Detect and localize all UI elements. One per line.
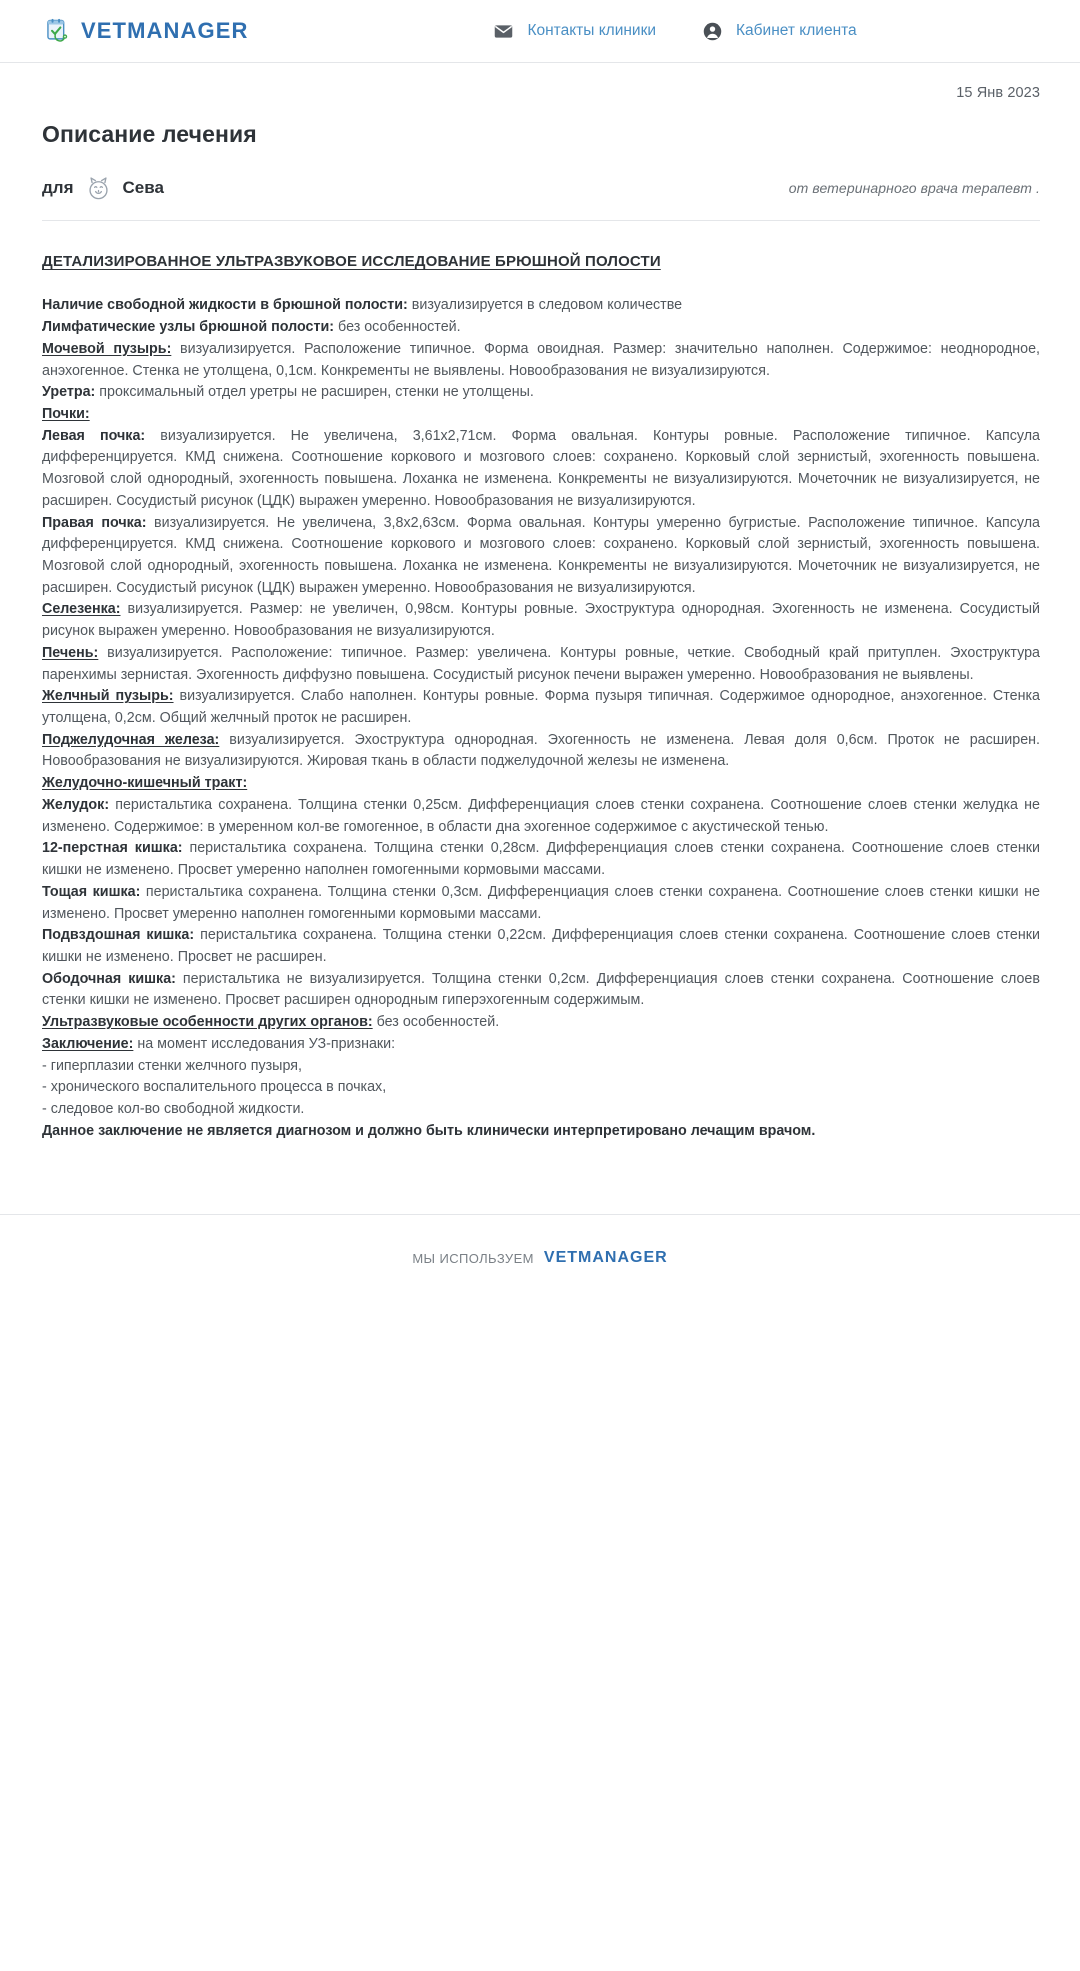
spleen-text: визуализируется. Размер: не увеличен, 0,98см. Контуры ровные. Эхоструктура однородная. Эхогенность не изменена. Сосудистый рисунок выражен умеренно. Новообразования не визуализируются. (42, 601, 1040, 640)
left-kidney-text: визуализируется. Не увеличена, 3,61x2,71см. Форма овальная. Контуры ровные. Расположение типичное. Капсула дифференцируется. КМД снижена. Соотношение коркового и мозгового слоев: сохранено. Корковый слой зернистый, эхогенность повышена. Мозговой слой однородный, эхогенность повышена. Лоханка не изменена. Конкременты не визуализируются. Мочеточник не визуализируется, не расширен. Сосудистый рисунок (ЦДК) выражен умеренно. Новообразования не визуализируются. (42, 427, 1040, 509)
gallbladder-text: визуализируется. Слабо наполнен. Контуры ровные. Форма пузыря типичная. Содержимое однородное, анэхогенное. Стенка утолщена, 0,2см. Общий желчный проток не расширен. (42, 688, 1040, 727)
report-heading: ДЕТАЛИЗИРОВАННОЕ УЛЬТРАЗВУКОВОЕ ИССЛЕДОВАНИЕ БРЮШНОЙ ПОЛОСТИ (42, 252, 661, 270)
free-fluid-text: визуализируется в следовом количестве (407, 297, 683, 314)
bladder-text: визуализируется. Расположение типичное. Форма овоидная. Размер: значительно наполнен. Содержимое: неоднородное, анэхогенное. Стенка не утолщена, 0,1см. Конкременты не выявлены. Новообразования не визуализируются. (42, 340, 1040, 379)
duodenum-text: перистальтика сохранена. Толщина стенки 0,28см. Дифференциация слоев стенки сохранена. Соотношение слоев стенки кишки не изменено. Просвет умеренно наполнен гомогенными кормовыми массами. (42, 840, 1040, 879)
urethra-text: проксимальный отдел уретры не расширен, стенки не утолщены. (95, 384, 534, 401)
page-title: Описание лечения (42, 121, 257, 147)
liver-paragraph (42, 643, 1040, 686)
report-body (42, 221, 1040, 1143)
stomach-paragraph (42, 795, 1040, 838)
doctor-line: от ветеринарного врача терапевт . (788, 180, 1040, 197)
content-bottom-spacer (42, 1142, 1040, 1214)
pancreas-label: Поджелудочная железа: (42, 731, 220, 748)
colon-text: перистальтика не визуализируется. Толщина стенки 0,2см. Дифференциация слоев стенки сохранена. Соотношение слоев стенки кишки не изменено. Просвет расширен однородным гиперэхогенным содержимым. (42, 970, 1040, 1009)
left-kidney-paragraph (42, 426, 1040, 513)
patient-name: Сева (122, 178, 164, 198)
disclaimer-text: Данное заключение не является диагнозом и должно быть клинически интерпретировано лечащим врачом. (42, 1122, 816, 1139)
pancreas-paragraph (42, 730, 1040, 773)
spleen-paragraph (42, 599, 1040, 642)
for-label: для (42, 178, 74, 198)
right-kidney-label: Правая почка: (42, 514, 147, 531)
footer-brand-name[interactable]: VETMANAGER (543, 1249, 668, 1267)
liver-label: Печень: (42, 644, 99, 661)
conclusion-item: - гиперплазии стенки желчного пузыря, (42, 1057, 302, 1074)
clipboard-check-stethoscope-icon (44, 17, 72, 45)
footer-branding (412, 1249, 667, 1267)
user-account-icon (702, 21, 723, 42)
page-footer (0, 1214, 1080, 1308)
other-organs-text: без особенностей. (372, 1014, 500, 1031)
gi-tract-heading-label: Желудочно-кишечный тракт: (42, 775, 248, 792)
kidneys-heading (42, 404, 1040, 426)
colon-paragraph (42, 969, 1040, 1012)
nav-clinic-contacts[interactable] (493, 21, 656, 42)
duodenum-paragraph (42, 838, 1040, 881)
ileum-paragraph (42, 925, 1040, 968)
jejunum-label: Тощая кишка: (42, 883, 141, 900)
liver-text: визуализируется. Расположение: типичное. Размер: увеличена. Контуры ровные, четкие. Свободный край притуплен. Эхоструктура паренхимы зернистая. Эхогенность диффузно повышена. Сосудистый рисунок печени выражен умеренно. Новообразования не выявлены. (42, 644, 1040, 683)
lymph-nodes-line (42, 317, 1040, 339)
header-nav (493, 21, 856, 42)
bladder-paragraph (42, 339, 1040, 382)
mail-icon (493, 21, 514, 42)
conclusion-label: Заключение: (42, 1035, 134, 1052)
colon-label: Ободочная кишка: (42, 970, 176, 987)
document-sheet (0, 63, 1080, 1214)
brand-logo[interactable] (44, 17, 248, 45)
left-kidney-label: Левая почка: (42, 427, 146, 444)
gi-tract-heading (42, 773, 1040, 795)
ileum-label: Подвздошная кишка: (42, 927, 195, 944)
nav-client-cabinet-label: Кабинет клиента (736, 22, 857, 40)
lymph-nodes-text: без особенностей. (334, 319, 461, 336)
nav-client-cabinet[interactable] (702, 21, 857, 42)
pancreas-text: визуализируется. Эхоструктура однородная. Эхогенность не изменена. Левая доля 0,6см. Проток не расширен. Новообразования не визуализируются. Жировая ткань в области поджелудочной железы не изменена. (42, 731, 1041, 770)
gallbladder-paragraph (42, 686, 1040, 729)
conclusion-paragraph (42, 1034, 1040, 1056)
brand-name: VETMANAGER (81, 18, 249, 43)
urethra-paragraph (42, 382, 1040, 404)
bladder-label: Мочевой пузырь: (42, 340, 172, 357)
app-header (0, 0, 1080, 62)
document-date: 15 Янв 2023 (956, 85, 1040, 101)
stomach-text: перистальтика сохранена. Толщина стенки 0,25см. Дифференциация слоев стенки сохранена. Соотношение слоев стенки желудка не изменено. Содержимое: в умеренном кол-ве гомогенное, в области дна эхогенное содержимое с акустической тенью. (42, 796, 1040, 835)
spleen-label: Селезенка: (42, 601, 121, 618)
lymph-nodes-label: Лимфатические узлы брюшной полости: (42, 319, 335, 336)
footer-prefix: МЫ ИСПОЛЬЗУЕМ (412, 1250, 534, 1266)
right-kidney-paragraph (42, 513, 1040, 600)
jejunum-paragraph (42, 882, 1040, 925)
ileum-text: перистальтика сохранена. Толщина стенки 0,22см. Дифференциация слоев стенки сохранена. Соотношение слоев стенки кишки не изменено. Просвет не расширен. (42, 927, 1040, 965)
urethra-label: Уретра: (42, 384, 96, 401)
stomach-label: Желудок: (42, 796, 110, 813)
other-organs-label: Ультразвуковые особенности других органов: (42, 1014, 373, 1031)
kidneys-heading-label: Почки: (42, 405, 90, 422)
conclusion-text: на момент исследования УЗ-признаки: (133, 1035, 396, 1052)
gallbladder-label: Желчный пузырь: (42, 688, 174, 705)
free-fluid-label: Наличие свободной жидкости в брюшной полости: (42, 297, 408, 314)
right-kidney-text: визуализируется. Не увеличена, 3,8x2,63см. Форма овальная. Контуры умеренно бугристые. Расположение типичное. Капсула дифференцируется. КМД снижена. Соотношение коркового и мозгового слоев: сохранено. Корковый слой зернистый, эхогенность повышена. Мозговой слой однородный, эхогенность повышена. Лоханка не изменена. Конкременты не визуализируются. Мочеточник не визуализируется, не расширен. Сосудистый рисунок (ЦДК) выражен умеренно. Новообразования не визуализируются. (42, 514, 1040, 596)
nav-clinic-contacts-label: Контакты клиники (527, 22, 657, 40)
other-organs-paragraph (42, 1012, 1040, 1034)
duodenum-label: 12-перстная кишка: (42, 840, 183, 857)
conclusion-item: - хронического воспалительного процесса в почках, (42, 1079, 387, 1096)
jejunum-text: перистальтика сохранена. Толщина стенки 0,3см. Дифференциация слоев стенки сохранена. Соотношение слоев стенки кишки не изменено. Просвет умеренно наполнен гомогенными кормовыми массами. (42, 883, 1040, 922)
conclusion-item: - следовое кол-во свободной жидкости. (42, 1100, 305, 1117)
cat-face-icon (85, 175, 112, 202)
patient-info (42, 175, 164, 202)
free-fluid-line (42, 295, 1040, 317)
patient-row (42, 175, 1040, 220)
